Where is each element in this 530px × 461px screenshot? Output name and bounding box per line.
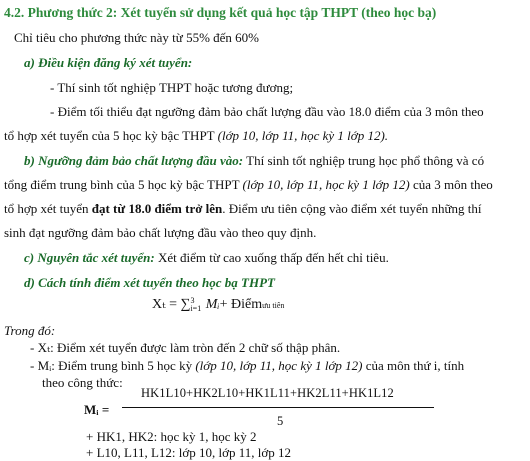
heading-c: c) Nguyên tắc xét tuyển: (24, 250, 155, 265)
fraction-lhs: Mᵢ = (84, 402, 110, 417)
formula-sub: i=1 (190, 303, 202, 313)
mi-definition (30, 358, 464, 374)
note-l: + L10, L11, L12: lớp 10, lớp 11, lớp 12 (86, 445, 292, 460)
mi-line-italic: (lớp 10, lớp 11, học kỳ 1 lớp 12) (195, 358, 363, 373)
xt-definition: - Xₜ: Điểm xét tuyển được làm tròn đến 2 chữ số thập phân. (30, 340, 341, 355)
section-title: 4.2. Phương thức 2: Xét tuyển sử dụng kết quả học tập THPT (theo học bạ) (4, 5, 437, 20)
quota-text: Chỉ tiêu cho phương thức này từ 55% đến 60% (14, 30, 260, 45)
fraction-bar (122, 407, 434, 408)
formula-plus: + Điểm (219, 297, 263, 312)
formula-small: ưu tiên (262, 301, 285, 310)
mi-line-start: - Mᵢ: Điểm trung bình 5 học kỳ (30, 358, 196, 373)
score-formula (152, 296, 284, 313)
b-line-2-start: tổng điểm trung bình của 5 học kỳ bậc THPT (4, 177, 243, 192)
b-line-3-bold: đạt từ 18.0 điểm trở lên (91, 201, 223, 216)
heading-a: a) Điều kiện đăng ký xét tuyển: (24, 55, 193, 70)
formula-sup: 3 (190, 295, 195, 305)
c-line (24, 250, 389, 266)
where-label: Trong đó: (4, 323, 56, 338)
formula-lhs: Xₜ = ∑ (152, 297, 191, 312)
mi-line-end: của môn thứ i, tính (362, 358, 465, 373)
b-line-2 (4, 177, 493, 193)
heading-b: b) Ngưỡng đảm bảo chất lượng đầu vào: (24, 153, 244, 168)
c-rest: Xét điểm từ cao xuống thấp đến hết chỉ tiêu. (154, 250, 389, 265)
note-hk: + HK1, HK2: học kỳ 1, học kỳ 2 (86, 429, 257, 444)
b-line-3 (4, 201, 482, 217)
a-bullet-1: - Thí sinh tốt nghiệp THPT hoặc tương đương; (50, 80, 294, 95)
b-line-2-italic: (lớp 10, lớp 11, học kỳ 1 lớp 12) (242, 177, 410, 192)
b-line-3-start: tổ hợp xét tuyển (4, 201, 92, 216)
b-line-1 (24, 153, 484, 169)
a-bullet-2-cont (4, 128, 388, 144)
b-line-1-rest: Thí sinh tốt nghiệp trung học phổ thông và có (243, 153, 485, 168)
heading-d: d) Cách tính điểm xét tuyển theo học bạ THPT (24, 275, 275, 290)
b-line-4: sinh đạt ngưỡng đảm bảo chất lượng đầu vào theo quy định. (4, 225, 317, 240)
fraction-numerator: HK1L10+HK2L10+HK1L11+HK2L11+HK1L12 (141, 386, 394, 400)
b-line-2-end: của 3 môn theo (409, 177, 493, 192)
a-bullet-2-text: tổ hợp xét tuyển của 5 học kỳ bậc THPT (4, 128, 218, 143)
b-line-3-end: . Điểm ưu tiên cộng vào điểm xét tuyển những thí (222, 201, 482, 216)
formula-mi: Mᵢ (202, 297, 220, 312)
mi-definition-cont: theo công thức: (42, 375, 123, 390)
a-bullet-2-italic: (lớp 10, lớp 11, học kỳ 1 lớp 12). (217, 128, 389, 143)
fraction-denominator: 5 (277, 414, 284, 428)
a-bullet-2: - Điểm tối thiểu đạt ngưỡng đảm bảo chất lượng đầu vào 18.0 điểm của 3 môn theo (50, 104, 484, 119)
